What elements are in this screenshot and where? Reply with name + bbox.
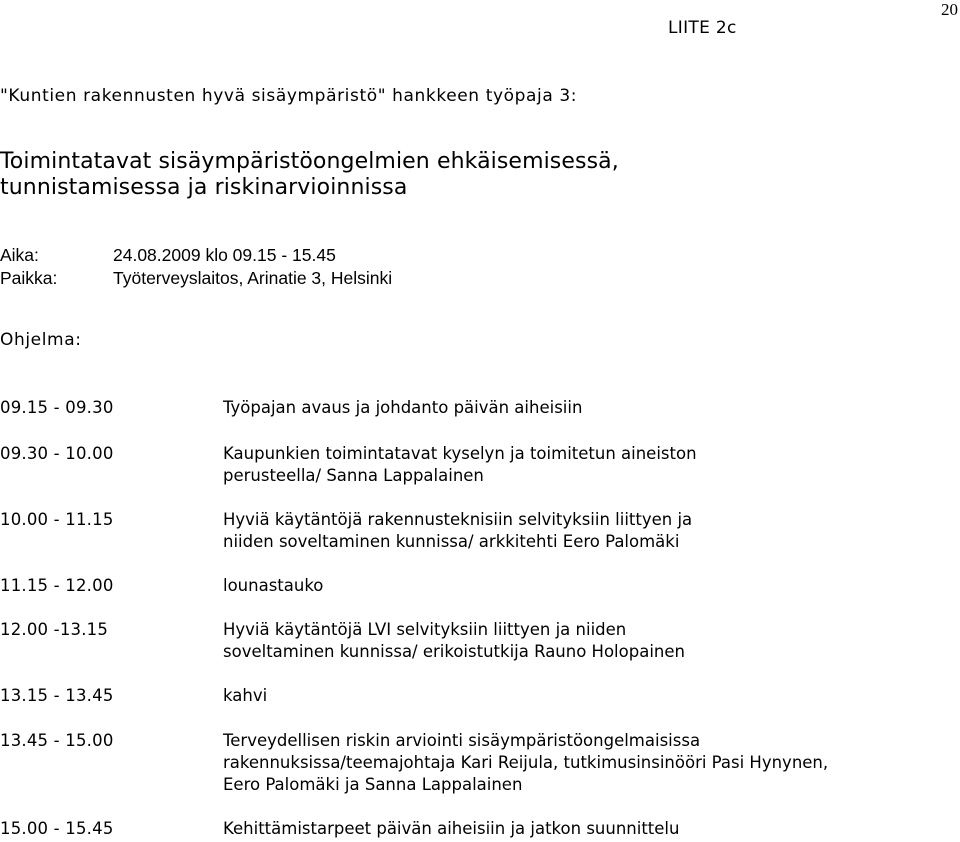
program-item-time: 10.00 - 11.15 <box>0 510 114 529</box>
appendix-label: LIITE 2c <box>668 18 737 38</box>
title-line-2: tunnistamisessa ja riskinarvioinnissa <box>0 175 408 200</box>
program-item-time: 11.15 - 12.00 <box>0 576 114 595</box>
place-value: Työterveyslaitos, Arinatie 3, Helsinki <box>113 268 393 288</box>
program-item-time: 13.15 - 13.45 <box>0 686 114 705</box>
page-number: 20 <box>941 0 958 19</box>
program-item-description: Hyviä käytäntöjä rakennusteknisiin selvityksiin liittyen ja niiden soveltaminen kunnissa/ arkkitehti Eero Palomäki <box>223 510 693 551</box>
program-item-description: Hyviä käytäntöjä LVI selvityksiin liittyen ja niiden soveltaminen kunnissa/ erikoistutkija Rauno Holopainen <box>223 620 685 661</box>
program-item-description: kahvi <box>223 686 268 705</box>
time-value: 24.08.2009 klo 09.15 - 15.45 <box>113 245 336 265</box>
program-item-description: Kaupunkien toimintatavat kyselyn ja toimitetun aineiston perusteella/ Sanna Lappalainen <box>223 444 697 485</box>
time-label: Aika: <box>0 245 39 265</box>
program-item-time: 12.00 -13.15 <box>0 620 109 639</box>
program-item-description: lounastauko <box>223 576 324 595</box>
title-line-1: Toimintatavat sisäympäristöongelmien ehkäisemisessä, <box>0 149 619 174</box>
program-item-time: 13.45 - 15.00 <box>0 731 114 750</box>
program-item-time: 09.30 - 10.00 <box>0 444 114 463</box>
workshop-subtitle: "Kuntien rakennusten hyvä sisäympäristö" hankkeen työpaja 3: <box>0 86 578 106</box>
program-item-time: 15.00 - 15.45 <box>0 819 114 838</box>
program-item-description: Terveydellisen riskin arviointi sisäympäristöongelmaisissa rakennuksissa/teemajohtaja Kari Reijula, tutkimusinsinööri Pasi Hynynen, Eero Palomäki ja Sanna Lappalainen <box>223 731 829 794</box>
document-title <box>0 149 619 201</box>
place-label: Paikka: <box>0 268 58 288</box>
program-heading: Ohjelma: <box>0 330 82 350</box>
program-item-description: Työpajan avaus ja johdanto päivän aiheisiin <box>223 398 583 417</box>
program-item-description: Kehittämistarpeet päivän aiheisiin ja jatkon suunnittelu <box>223 819 680 838</box>
program-item-time: 09.15 - 09.30 <box>0 398 114 417</box>
